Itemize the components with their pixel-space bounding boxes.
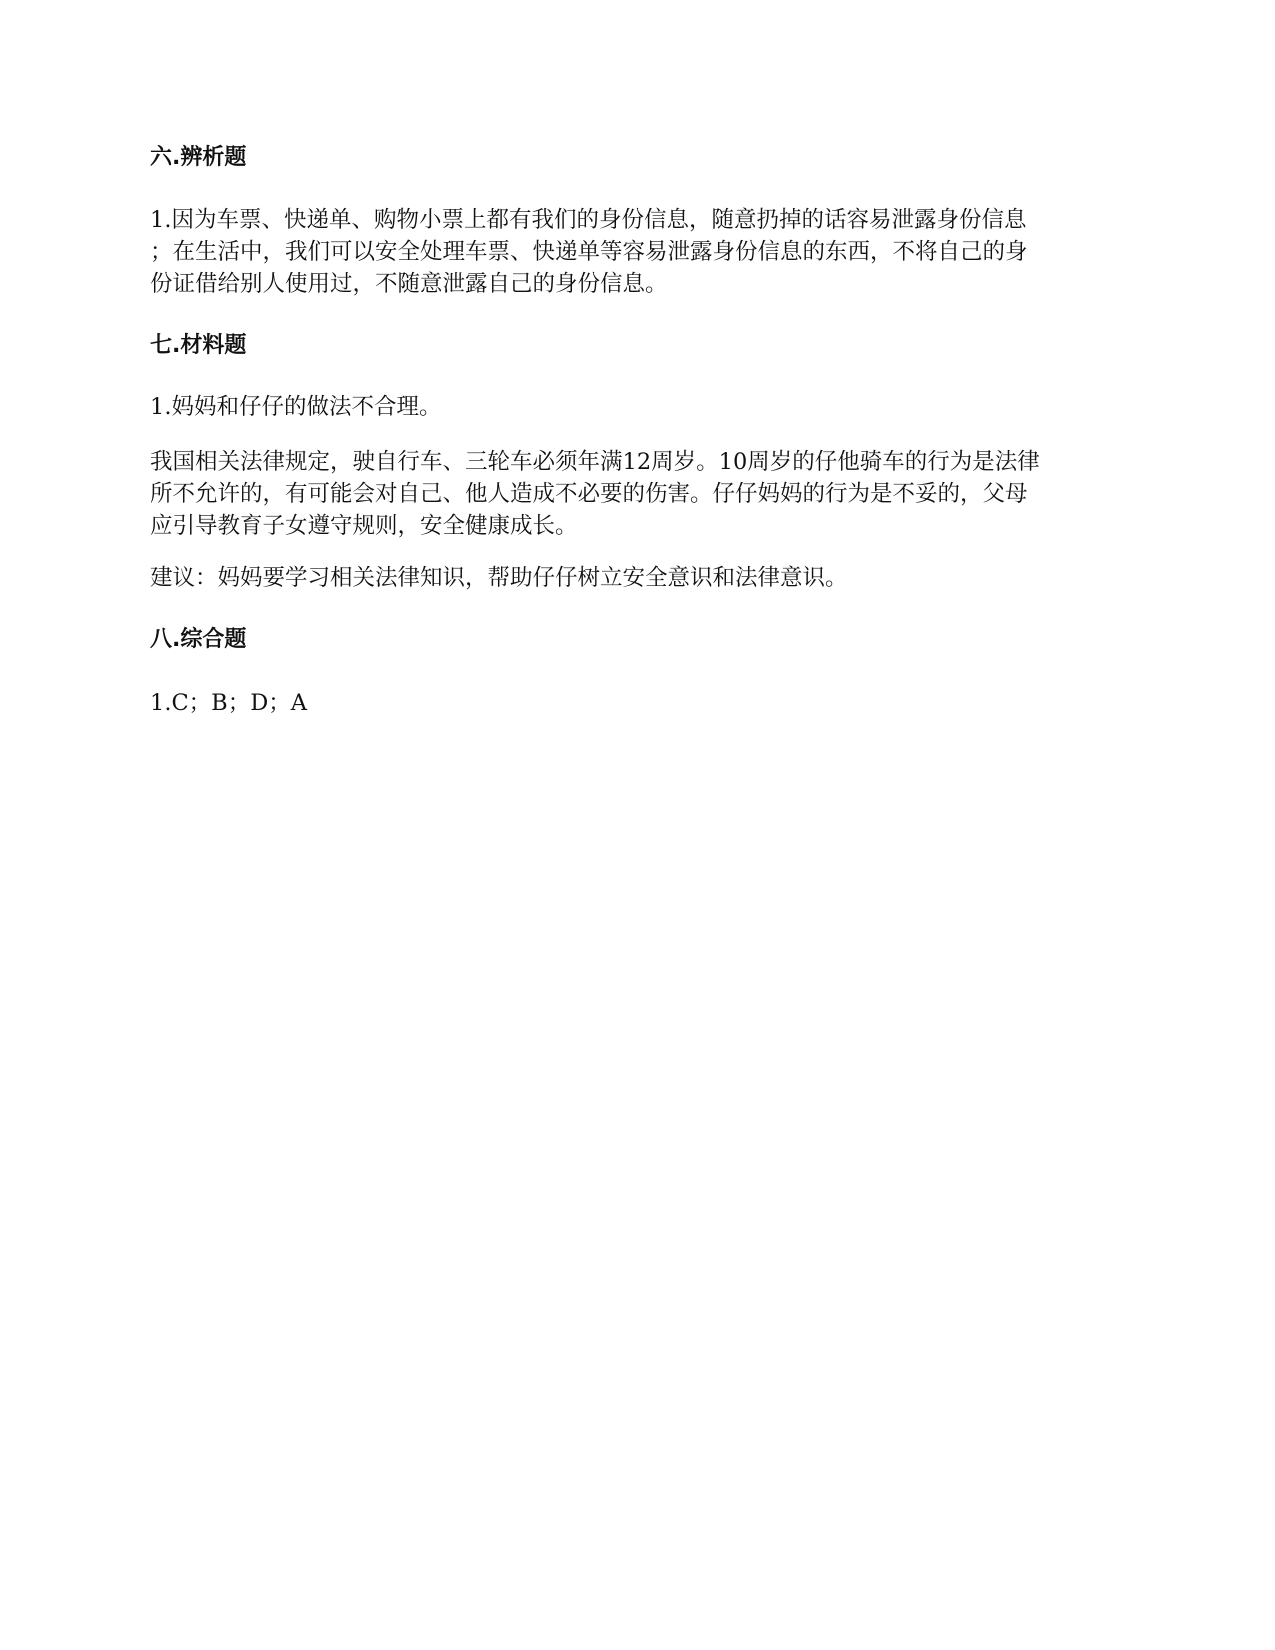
material-answer-conclusion <box>150 391 1120 423</box>
section-heading-material: 七.材料题 <box>150 333 247 358</box>
material-answer-reasoning <box>150 446 1120 542</box>
paragraph-line: 我国相关法律规定，驶自行车、三轮车必须年满12周岁。10周岁的仔他骑车的行为是法律 <box>150 449 1040 475</box>
paragraph-line: 1.因为车票、快递单、购物小票上都有我们的身份信息，随意扔掉的话容易泄露身份信息 <box>150 207 1027 233</box>
paragraph-line: 所不允许的，有可能会对自己、他人造成不必要的伤害。仔仔妈妈的行为是不妥的，父母 <box>150 481 1028 507</box>
comprehensive-answer <box>150 687 1120 719</box>
paragraph-line: 建议：妈妈要学习相关法律知识，帮助仔仔树立安全意识和法律意识。 <box>150 565 848 591</box>
analysis-answer-paragraph <box>150 204 1120 300</box>
section-heading-comprehensive: 八.综合题 <box>150 627 247 652</box>
paragraph-line: 1.妈妈和仔仔的做法不合理。 <box>150 394 442 420</box>
paragraph-line: 应引导教育子女遵守规则，安全健康成长。 <box>150 513 578 539</box>
paragraph-line: 份证借给别人使用过，不随意泄露自己的身份信息。 <box>150 271 668 297</box>
section-heading-analysis: 六.辨析题 <box>150 145 247 170</box>
paragraph-line: 1.C；B；D；A <box>150 690 308 716</box>
paragraph-line: ；在生活中，我们可以安全处理车票、快递单等容易泄露身份信息的东西，不将自己的身 <box>150 239 1028 265</box>
material-answer-suggestion <box>150 562 1120 594</box>
